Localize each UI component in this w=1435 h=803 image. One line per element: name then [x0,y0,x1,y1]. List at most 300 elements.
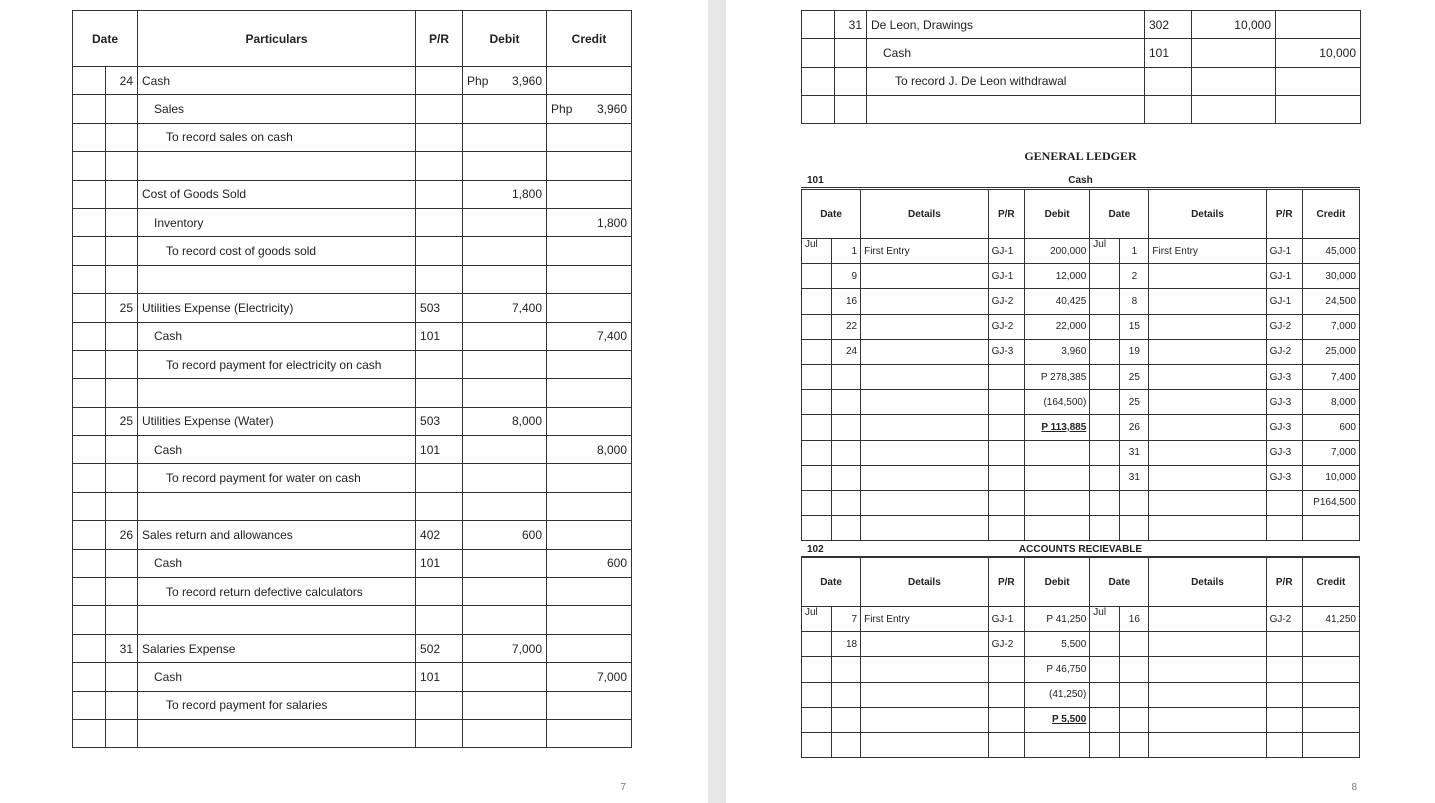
credit-month-cell [1090,289,1120,314]
header-debit: Debit [1024,190,1089,239]
credit-day-cell: 31 [1120,465,1149,490]
header-debit: Debit [1024,558,1089,607]
month-cell [73,152,106,180]
credit-cell [547,407,632,435]
particulars-cell: To record sales on cash [138,123,416,151]
pr-cell [416,464,463,492]
credit-cell [547,350,632,378]
debit-day-cell: 1 [832,239,861,264]
debit-month-cell [802,707,832,732]
debit-amount-cell: 22,000 [1024,314,1089,339]
journal-row [73,691,632,719]
pr-cell: 502 [416,634,463,662]
debit-cell [1192,95,1276,123]
particulars-cell: Utilities Expense (Electricity) [138,294,416,322]
credit-details-cell [1149,415,1266,440]
credit-cell [547,237,632,265]
journal-row [802,11,1361,39]
debit-month-cell [802,465,832,490]
journal-row [73,237,632,265]
ledger-header-row [802,558,1360,607]
credit-cell [547,634,632,662]
journal-row [73,67,632,95]
month-cell [73,123,106,151]
credit-amount-cell [1302,707,1359,732]
debit-amount-cell: 40,425 [1024,289,1089,314]
debit-pr-cell [988,657,1024,682]
credit-pr-cell: GJ-2 [1266,314,1302,339]
month-cell [802,39,835,67]
journal-row [73,379,632,407]
credit-amount-cell: 7,400 [1302,364,1359,389]
journal-row [73,549,632,577]
credit-amount-cell: 10,000 [1302,465,1359,490]
ledger-row [802,657,1360,682]
debit-month-cell [802,415,832,440]
day-cell [106,350,138,378]
month-cell [73,407,106,435]
ledger-row [802,607,1360,632]
credit-day-cell: 31 [1120,440,1149,465]
journal-row [73,578,632,606]
ledger-row [802,516,1360,541]
credit-cell: 1,800 [547,208,632,236]
debit-day-cell [832,707,861,732]
credit-month-cell [1090,632,1120,657]
journal-row [73,350,632,378]
journal-row [73,606,632,634]
credit-cell [547,492,632,520]
credit-cell [1276,67,1361,95]
debit-cell [463,606,547,634]
debit-cell [463,492,547,520]
credit-pr-cell [1266,732,1302,757]
debit-amount-cell: 200,000 [1024,239,1089,264]
month-cell [73,521,106,549]
pr-cell [416,208,463,236]
debit-day-cell [832,390,861,415]
credit-month-cell [1090,516,1120,541]
header-credit: Credit [547,11,632,67]
debit-pr-cell [988,516,1024,541]
month-cell [802,11,835,39]
particulars-cell: Cash [138,549,416,577]
credit-month-cell [1090,339,1120,364]
credit-pr-cell: GJ-2 [1266,339,1302,364]
pr-cell: 503 [416,407,463,435]
ledger-header-row [802,190,1360,239]
month-cell [73,379,106,407]
account-name: Cash [1068,175,1093,186]
credit-day-cell: 2 [1120,264,1149,289]
debit-day-cell [832,490,861,515]
particulars-cell [138,719,416,747]
credit-pr-cell: GJ-3 [1266,390,1302,415]
credit-pr-cell [1266,516,1302,541]
debit-amount-cell [1024,707,1089,732]
debit-day-cell: 9 [832,264,861,289]
header-particulars: Particulars [138,11,416,67]
month-cell [73,634,106,662]
account-name: ACCOUNTS RECIEVABLE [1018,544,1143,555]
pr-cell [416,350,463,378]
cash-account-caption [801,175,1360,188]
debit-cell [463,237,547,265]
credit-amount-cell: 600 [1302,415,1359,440]
journal-header-row [73,11,632,67]
credit-day-cell [1120,732,1149,757]
debit-month-cell [802,289,832,314]
debit-month-cell [802,632,832,657]
particulars-cell: De Leon, Drawings [867,11,1145,39]
pr-cell [416,265,463,293]
debit-cell [463,152,547,180]
credit-pr-cell [1266,657,1302,682]
day-cell [106,691,138,719]
particulars-cell: To record cost of goods sold [138,237,416,265]
particulars-cell: To record payment for salaries [138,691,416,719]
ledger-row [802,339,1360,364]
debit-details-cell [861,732,989,757]
day-cell: 31 [106,634,138,662]
debit-day-cell: 22 [832,314,861,339]
ledger-row [802,364,1360,389]
pr-cell [416,492,463,520]
credit-cell: 7,000 [547,663,632,691]
credit-day-cell: 25 [1120,364,1149,389]
day-cell [106,208,138,236]
account-number: 102 [807,544,824,555]
pr-cell: 101 [1145,39,1192,67]
ledger-row [802,415,1360,440]
journal-row [73,152,632,180]
credit-pr-cell: GJ-2 [1266,607,1302,632]
debit-cell [1192,67,1276,95]
header-pr: P/R [1266,190,1302,239]
debit-cell [463,208,547,236]
debit-cell [463,322,547,350]
debit-month-cell: Jul [802,607,832,632]
debit-cell [1192,39,1276,67]
header-details: Details [861,558,989,607]
debit-pr-cell [988,415,1024,440]
debit-pr-cell [988,490,1024,515]
credit-cell [547,294,632,322]
ledger-row [802,390,1360,415]
day-cell [106,549,138,577]
day-cell [106,464,138,492]
amount: 3,960 [511,73,543,88]
credit-pr-cell: GJ-3 [1266,364,1302,389]
debit-day-cell [832,657,861,682]
journal-row [802,67,1361,95]
credit-pr-cell [1266,707,1302,732]
debit-cell: 1,800 [463,180,547,208]
credit-amount-cell [1302,516,1359,541]
debit-details-cell [861,490,989,515]
credit-amount-cell: 24,500 [1302,289,1359,314]
debit-month-cell [802,732,832,757]
pr-cell [416,67,463,95]
credit-cell: 8,000 [547,436,632,464]
page-8 [726,0,1435,803]
day-cell [106,322,138,350]
credit-day-cell [1120,516,1149,541]
debit-details-cell [861,339,989,364]
journal-table [72,10,632,748]
credit-pr-cell [1266,682,1302,707]
credit-month-cell [1090,657,1120,682]
credit-amount-cell: 41,250 [1302,607,1359,632]
debit-pr-cell [988,390,1024,415]
credit-day-cell: 25 [1120,390,1149,415]
credit-day-cell [1120,682,1149,707]
month-cell [73,549,106,577]
credit-day-cell [1120,632,1149,657]
particulars-cell: Cash [138,67,416,95]
debit-pr-cell [988,465,1024,490]
credit-pr-cell: GJ-3 [1266,440,1302,465]
debit-day-cell [832,682,861,707]
day-cell [106,152,138,180]
pr-cell [1145,67,1192,95]
day-cell [106,180,138,208]
debit-amount-cell [1024,490,1089,515]
debit-details-cell [861,289,989,314]
debit-pr-cell: GJ-1 [988,239,1024,264]
debit-amount-cell: P 41,250 [1024,607,1089,632]
debit-pr-cell [988,364,1024,389]
debit-month-cell [802,516,832,541]
credit-details-cell [1149,314,1266,339]
credit-month-cell [1090,390,1120,415]
pr-cell [416,95,463,123]
header-date: Date [802,558,861,607]
particulars-cell: Cash [138,663,416,691]
debit-cell [463,691,547,719]
cash-ledger-table [801,189,1360,541]
debit-pr-cell: GJ-2 [988,632,1024,657]
debit-details-cell [861,390,989,415]
debit-details-cell: First Entry [861,607,989,632]
ledger-row [802,465,1360,490]
pr-cell [416,123,463,151]
month-cell [73,606,106,634]
journal-row [73,436,632,464]
credit-month-cell [1090,314,1120,339]
debit-amount-cell: P 46,750 [1024,657,1089,682]
debit-cell [463,67,547,95]
credit-amount-cell: 8,000 [1302,390,1359,415]
account-number: 101 [807,175,824,186]
pr-cell: 101 [416,549,463,577]
journal-row [73,95,632,123]
month-cell [73,294,106,322]
credit-details-cell [1149,390,1266,415]
credit-amount-cell [1302,632,1359,657]
credit-month-cell [1090,264,1120,289]
header-date: Date [802,190,861,239]
credit-amount-cell [1302,732,1359,757]
debit-pr-cell: GJ-1 [988,264,1024,289]
pr-cell: 503 [416,294,463,322]
debit-cell [463,123,547,151]
particulars-cell [138,265,416,293]
month-cell [73,691,106,719]
currency-prefix: Php [551,102,573,117]
credit-month-cell [1090,415,1120,440]
debit-month-cell [802,364,832,389]
header-debit: Debit [463,11,547,67]
debit-day-cell [832,465,861,490]
month-cell [73,464,106,492]
credit-amount-cell: P164,500 [1302,490,1359,515]
ledger-row [802,239,1360,264]
debit-amount-cell: P 278,385 [1024,364,1089,389]
credit-pr-cell [1266,490,1302,515]
ledger-row [802,490,1360,515]
day-cell [835,95,867,123]
credit-amount-cell: 7,000 [1302,314,1359,339]
credit-cell: 600 [547,549,632,577]
pr-cell [416,180,463,208]
day-cell [106,95,138,123]
page-number: 7 [620,782,626,793]
month-cell [73,350,106,378]
credit-month-cell [1090,465,1120,490]
credit-cell [547,379,632,407]
month-cell [73,67,106,95]
header-pr: P/R [988,558,1024,607]
debit-cell [463,719,547,747]
debit-details-cell [861,264,989,289]
credit-details-cell [1149,490,1266,515]
day-cell [106,663,138,691]
debit-cell: 600 [463,521,547,549]
credit-cell [1276,95,1361,123]
journal-row [73,322,632,350]
particulars-cell [138,152,416,180]
ledger-row [802,264,1360,289]
month-cell [73,578,106,606]
credit-cell [547,152,632,180]
credit-pr-cell: GJ-1 [1266,289,1302,314]
credit-month-cell [1090,364,1120,389]
ledger-row [802,707,1360,732]
credit-details-cell [1149,516,1266,541]
credit-cell: 10,000 [1276,39,1361,67]
credit-pr-cell: GJ-1 [1266,239,1302,264]
credit-details-cell [1149,682,1266,707]
debit-pr-cell [988,707,1024,732]
credit-pr-cell: GJ-1 [1266,264,1302,289]
debit-pr-cell: GJ-2 [988,314,1024,339]
credit-cell [547,719,632,747]
day-cell [106,436,138,464]
amount: 3,960 [596,102,628,117]
journal-row [73,719,632,747]
month-cell [802,95,835,123]
credit-cell [547,578,632,606]
debit-details-cell [861,516,989,541]
particulars-cell [138,492,416,520]
ledger-row [802,732,1360,757]
journal-row [73,123,632,151]
credit-cell [1276,11,1361,39]
particulars-cell: To record return defective calculators [138,578,416,606]
pr-cell: 101 [416,322,463,350]
ledger-row [802,289,1360,314]
credit-details-cell: First Entry [1149,239,1266,264]
debit-day-cell [832,516,861,541]
credit-cell: 7,400 [547,322,632,350]
debit-day-cell [832,364,861,389]
debit-amount-cell [1024,440,1089,465]
credit-cell [547,180,632,208]
ledger-title: GENERAL LEDGER [1024,149,1137,163]
particulars-cell: Salaries Expense [138,634,416,662]
pr-cell: 101 [416,436,463,464]
receivable-ledger-table [801,557,1360,758]
debit-cell: 8,000 [463,407,547,435]
day-cell: 24 [106,67,138,95]
header-credit: Credit [1302,190,1359,239]
credit-day-cell: 19 [1120,339,1149,364]
journal-row [73,208,632,236]
debit-day-cell: 18 [832,632,861,657]
credit-cell [547,95,632,123]
credit-amount-cell [1302,682,1359,707]
header-date: Date [1090,190,1149,239]
month-cell [73,436,106,464]
debit-cell: 10,000 [1192,11,1276,39]
pr-cell: 101 [416,663,463,691]
debit-pr-cell [988,682,1024,707]
debit-details-cell [861,415,989,440]
pr-cell: 302 [1145,11,1192,39]
credit-day-cell: 8 [1120,289,1149,314]
debit-cell [463,350,547,378]
currency-prefix: Php [467,73,489,88]
pr-cell [416,606,463,634]
debit-month-cell [802,390,832,415]
debit-day-cell [832,732,861,757]
debit-day-cell [832,440,861,465]
month-cell [73,180,106,208]
credit-month-cell: Jul [1090,239,1120,264]
header-credit: Credit [1302,558,1359,607]
credit-details-cell [1149,264,1266,289]
debit-month-cell [802,682,832,707]
day-cell [106,237,138,265]
credit-amount-cell: 30,000 [1302,264,1359,289]
journal-row [802,39,1361,67]
particulars-cell [867,95,1145,123]
credit-amount-cell [1302,657,1359,682]
credit-amount-cell: 45,000 [1302,239,1359,264]
particulars-cell: Cash [138,436,416,464]
debit-details-cell [861,657,989,682]
pr-cell [416,237,463,265]
credit-details-cell [1149,289,1266,314]
day-cell [106,265,138,293]
debit-pr-cell [988,440,1024,465]
credit-pr-cell: GJ-3 [1266,465,1302,490]
credit-amount-cell: 7,000 [1302,440,1359,465]
debit-day-cell: 24 [832,339,861,364]
debit-details-cell [861,682,989,707]
debit-cell: 7,000 [463,634,547,662]
